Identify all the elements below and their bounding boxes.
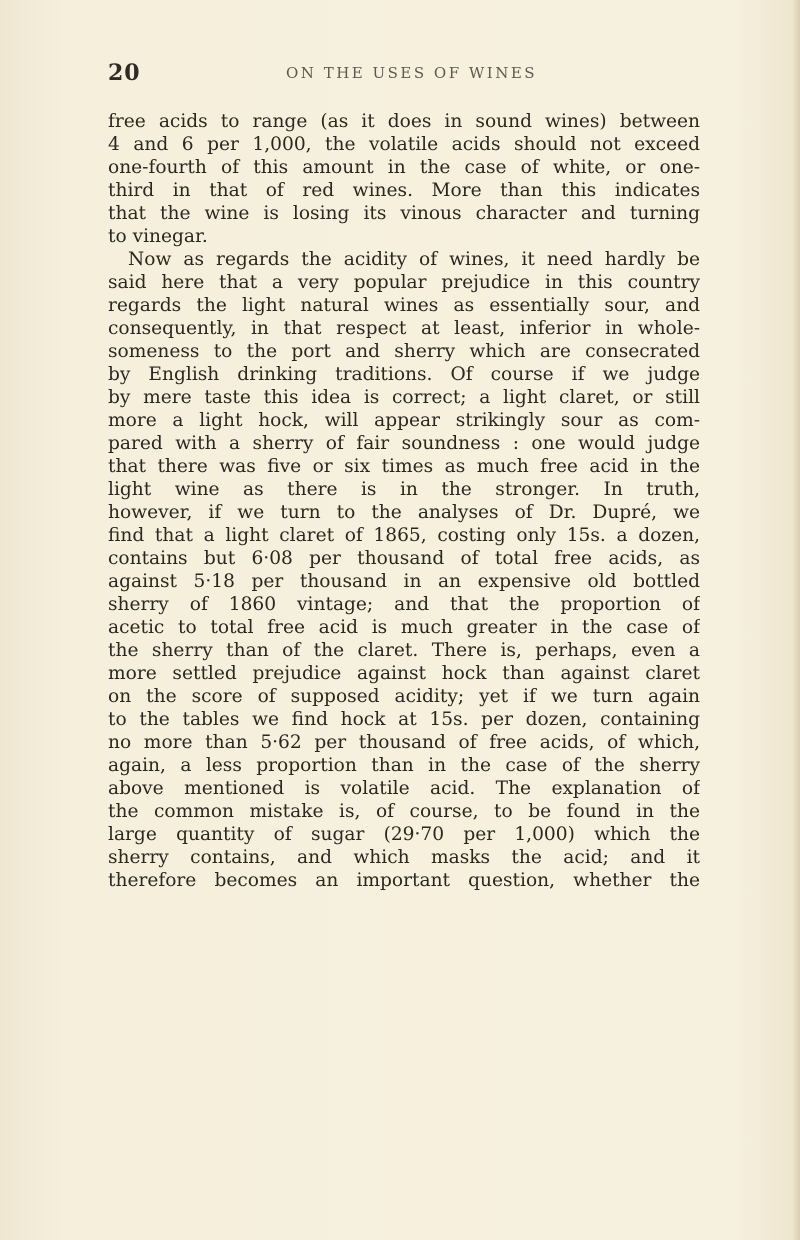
- text-line: find that a light claret of 1865, costing only 15s. a dozen,: [108, 525, 700, 546]
- text-line: consequently, in that respect at least, inferior in whole-: [108, 318, 700, 339]
- text-line: the sherry than of the claret. There is, perhaps, even a: [108, 640, 700, 661]
- text-line: against 5·18 per thousand in an expensive old bottled: [108, 571, 700, 592]
- text-line: to vinegar.: [108, 226, 208, 247]
- text-line: third in that of red wines. More than this indicates: [108, 180, 700, 201]
- text-line: acetic to total free acid is much greater in the case of: [108, 617, 700, 638]
- text-line: the common mistake is, of course, to be found in the: [108, 801, 700, 822]
- text-line: by English drinking traditions. Of course if we judge: [108, 364, 700, 385]
- text-line: someness to the port and sherry which are consecrated: [108, 341, 700, 362]
- text-line: 4 and 6 per 1,000, the volatile acids should not exceed: [108, 134, 700, 155]
- paragraph-start-line: Now as regards the acidity of wines, it need hardly be: [128, 249, 700, 270]
- text-line: therefore becomes an important question, whether the: [108, 870, 700, 891]
- text-line: light wine as there is in the stronger. In truth,: [108, 479, 700, 500]
- text-line: sherry contains, and which masks the acid; and it: [108, 847, 700, 868]
- text-line: by mere taste this idea is correct; a light claret, or still: [108, 387, 700, 408]
- page-edge-shadow: [792, 0, 800, 1240]
- text-line: that the wine is losing its vinous character and turning: [108, 203, 700, 224]
- text-line: pared with a sherry of fair soundness : one would judge: [108, 433, 700, 454]
- text-line: one-fourth of this amount in the case of white, or one-: [108, 157, 700, 178]
- text-line: regards the light natural wines as essentially sour, and: [108, 295, 700, 316]
- text-line: free acids to range (as it does in sound wines) between: [108, 111, 700, 132]
- text-line: contains but 6·08 per thousand of total free acids, as: [108, 548, 700, 569]
- text-line: however, if we turn to the analyses of Dr. Dupré, we: [108, 502, 700, 523]
- text-line: on the score of supposed acidity; yet if we turn again: [108, 686, 700, 707]
- text-line: that there was five or six times as much free acid in the: [108, 456, 700, 477]
- page-number: 20: [108, 60, 141, 86]
- text-line: large quantity of sugar (29·70 per 1,000) which the: [108, 824, 700, 845]
- running-head: ON THE USES OF WINES: [286, 64, 538, 82]
- text-line: said here that a very popular prejudice in this country: [108, 272, 700, 293]
- text-line: to the tables we find hock at 15s. per dozen, containing: [108, 709, 700, 730]
- page-header: [108, 60, 698, 90]
- body-text: [108, 110, 700, 892]
- text-line: more settled prejudice against hock than against claret: [108, 663, 700, 684]
- text-line: again, a less proportion than in the case of the sherry: [108, 755, 700, 776]
- text-line: more a light hock, will appear strikingly sour as com-: [108, 410, 700, 431]
- text-line: no more than 5·62 per thousand of free acids, of which,: [108, 732, 700, 753]
- text-line: sherry of 1860 vintage; and that the proportion of: [108, 594, 700, 615]
- text-line: above mentioned is volatile acid. The explanation of: [108, 778, 700, 799]
